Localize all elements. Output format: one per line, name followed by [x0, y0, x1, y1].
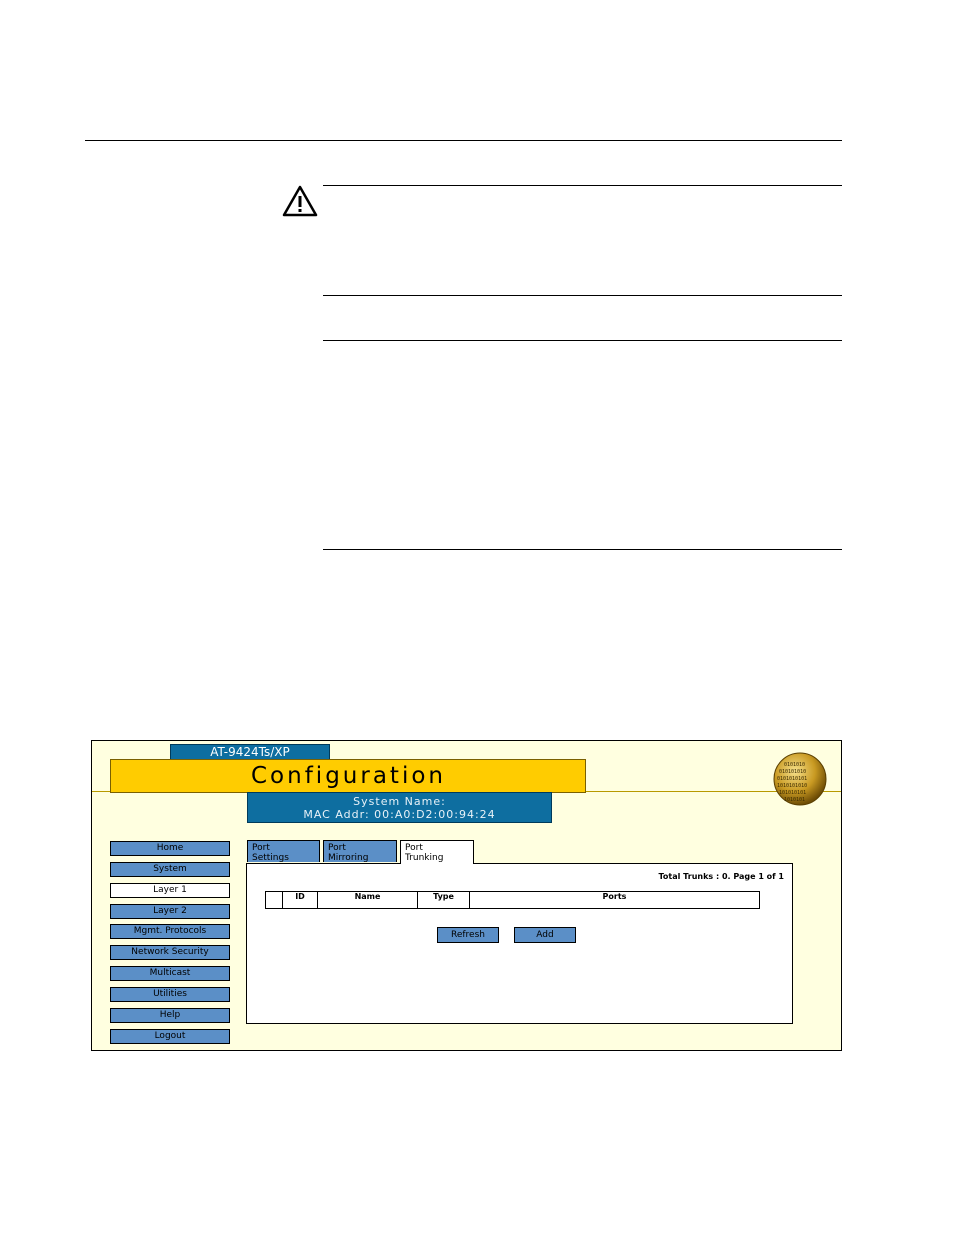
- config-banner: [110, 759, 586, 793]
- nav-multicast[interactable]: Multicast: [110, 966, 230, 981]
- svg-text:010101010: 010101010: [779, 769, 807, 775]
- refresh-button[interactable]: Refresh: [437, 927, 499, 943]
- config-screenshot: [91, 740, 842, 1051]
- svg-text:0101010101: 0101010101: [777, 776, 808, 782]
- total-trunks-status: Total Trunks : 0. Page 1 of 1: [658, 872, 784, 881]
- nav-mgmt-protocols[interactable]: Mgmt. Protocols: [110, 924, 230, 939]
- nav-network-security[interactable]: Network Security: [110, 945, 230, 960]
- name-column-header: Name: [318, 892, 418, 909]
- note-top-rule: [323, 340, 842, 341]
- nav-help[interactable]: Help: [110, 1008, 230, 1023]
- caution-top-rule: [323, 185, 842, 186]
- type-column-header: Type: [418, 892, 470, 909]
- warning-icon: [282, 185, 318, 217]
- caution-bottom-rule: [323, 295, 842, 296]
- tab-label-line2: Trunking: [405, 853, 444, 863]
- id-column-header: ID: [283, 892, 318, 909]
- trunking-panel: [246, 863, 793, 1024]
- tab-port-settings[interactable]: [247, 840, 320, 862]
- add-button[interactable]: Add: [514, 927, 576, 943]
- table-header-row: [266, 892, 760, 909]
- select-column-header: [266, 892, 283, 909]
- system-name-label: System Name:: [353, 795, 446, 808]
- nav-system[interactable]: System: [110, 862, 230, 877]
- tab-label-line2: Settings: [252, 853, 289, 863]
- nav-layer-1[interactable]: Layer 1: [110, 883, 230, 898]
- mac-address: MAC Addr: 00:A0:D2:00:94:24: [303, 808, 496, 821]
- nav-utilities[interactable]: Utilities: [110, 987, 230, 1002]
- svg-text:1010101010: 1010101010: [777, 783, 808, 789]
- tab-label-line2: Mirroring: [328, 853, 369, 863]
- note-bottom-rule: [323, 549, 842, 550]
- tab-label-line1: Port: [405, 843, 423, 853]
- svg-text:101010101: 101010101: [779, 790, 807, 796]
- svg-text:0101010: 0101010: [784, 762, 806, 768]
- nav-home[interactable]: Home: [110, 841, 230, 856]
- ports-column-header: Ports: [470, 892, 760, 909]
- trunk-table: [265, 891, 760, 909]
- svg-text:1010101: 1010101: [784, 797, 806, 803]
- tab-port-mirroring[interactable]: [323, 840, 397, 862]
- tab-label-line1: Port: [328, 843, 346, 853]
- tab-label-line1: Port: [252, 843, 270, 853]
- model-tab: AT-9424Ts/XP: [170, 744, 330, 761]
- header-rule: [85, 140, 842, 141]
- system-info-box: [247, 792, 552, 823]
- page-title: Configuration: [251, 763, 446, 789]
- globe-logo-icon: [772, 751, 828, 807]
- nav-logout[interactable]: Logout: [110, 1029, 230, 1044]
- tab-port-trunking[interactable]: [400, 840, 474, 864]
- nav-layer-2[interactable]: Layer 2: [110, 904, 230, 919]
